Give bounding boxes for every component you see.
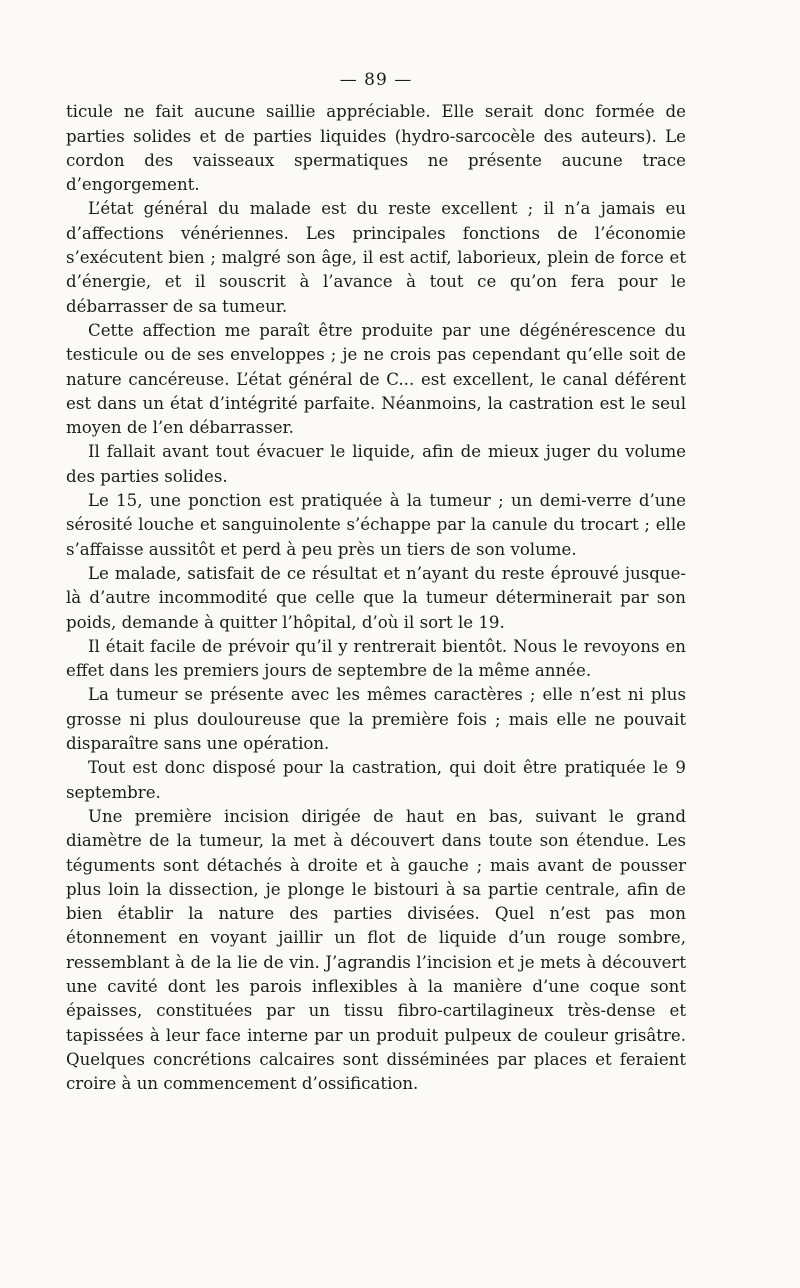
paragraph-7: Il était facile de prévoir qu’il y rentrerait bientôt. Nous le revoyons en effet dans les premiers jours de septembre de la même année. bbox=[66, 636, 686, 681]
paragraph-1: ticule ne fait aucune saillie appréciable. Elle serait donc formée de parties solides et de parties liquides (hydro-sarcocèle des auteurs). Le cordon des vaisseaux spermatiques ne présente aucune trace d’engorgement. bbox=[66, 102, 686, 195]
book-page bbox=[66, 68, 686, 1096]
paragraph-9: Tout est donc disposé pour la castration, qui doit être pratiquée le 9 septembre. bbox=[66, 758, 686, 802]
page-number: — 89 — bbox=[339, 70, 413, 90]
paragraph-2: L’état général du malade est du reste excellent ; il n’a jamais eu d’affections vénériennes. Les principales fonctions de l’économie s’exécutent bien ; malgré son âge, il est actif, laborieux, plein de force et d’énergie, et il souscrit à l’avance à tout ce qu’on fera pour le débarrasser de sa tumeur. bbox=[66, 199, 686, 316]
paragraph-4: Il fallait avant tout évacuer le liquide, afin de mieux juger du volume des parties solides. bbox=[66, 442, 686, 486]
paragraph-3: Cette affection me paraît être produite par une dégénérescence du testicule ou de ses enveloppes ; je ne crois pas cependant qu’elle soit de nature cancéreuse. L’état général de C... est excellent, le canal déférent est dans un état d’intégrité parfaite. Néanmoins, la castration est le seul moyen de l’en débarrasser. bbox=[66, 320, 686, 438]
paragraph-6: Le malade, satisfait de ce résultat et n’ayant du reste éprouvé jusque-là d’autre incommodité que celle que la tumeur déterminerait par son poids, demande à quitter l’hôpital, d’où il sort le 19. bbox=[66, 563, 686, 632]
paragraph-8: La tumeur se présente avec les mêmes caractères ; elle n’est ni plus grosse ni plus douloureuse que la première fois ; mais elle ne pouvait disparaître sans une opération. bbox=[66, 685, 686, 754]
paragraph-5: Le 15, une ponction est pratiquée à la tumeur ; un demi-verre d’une sérosité louche et sanguinolente s’échappe par la canule du trocart ; elle s’affaisse aussitôt et perd à peu près un tiers de son volume. bbox=[66, 491, 686, 559]
paragraph-10: Une première incision dirigée de haut en bas, suivant le grand diamètre de la tumeur, la met à découvert dans toute son étendue. Les téguments sont détachés à droite et à gauche ; mais avant de pousser plus loin la dissection, je plonge le bistouri à sa partie centrale, afin de bien établir la nature des parties divisées. Quel n’est pas mon étonnement en voyant jaillir un flot de liquide d’un rouge sombre, ressemblant à de la lie de vin. J’agrandis l’incision et je mets à découvert une cavité dont les parois inflexibles à la manière d’une coque sont épaisses, constituées par un tissu fibro-cartilagineux très-dense et tapissées à leur face interne par un produit pulpeux de couleur grisâtre. Quelques concrétions calcaires sont disséminées par places et feraient croire à un commencement d’ossification. bbox=[66, 806, 686, 1094]
